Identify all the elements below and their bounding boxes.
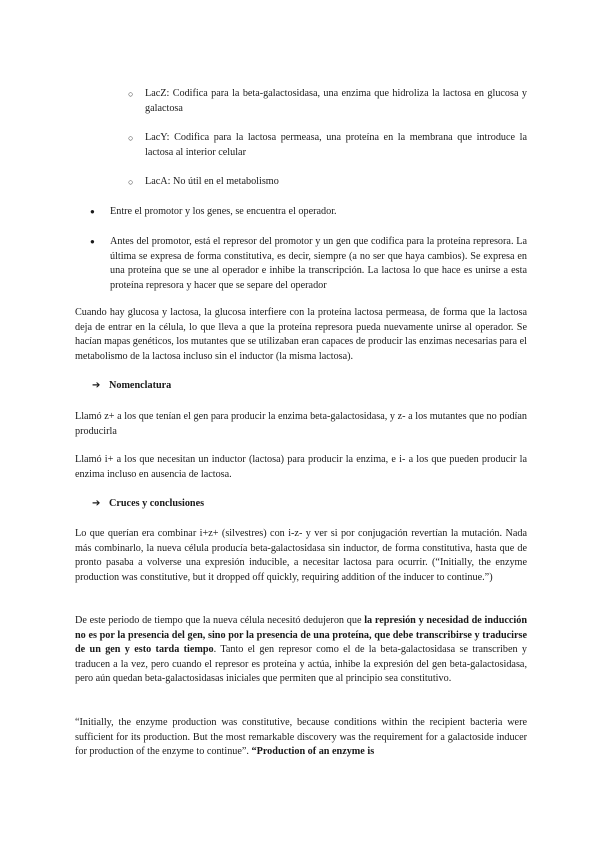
paragraph-periodo [75,614,527,687]
paragraph-z: Llamó z+ a los que tenían el gen para producir la enzima beta-galactosidasa, y z- a los mutantes que no podían producirla [75,411,527,437]
right-arrow-icon: ➔ [92,498,101,509]
bullet-item-operador [90,205,527,220]
sub-list-item-text: LacY: Codifica para la lactosa permeasa, una proteína en la membrana que introduce la lactosa al interior celular [145,132,527,158]
hollow-circle-bullet-icon: ○ [128,133,134,143]
paragraph-periodo-bold: la represión y necesidad de inducción no es por la presencia del gen, sino por la presencia de una proteína, que debe transcribirse y traducirse de un gen y esto tarda tiempo [75,615,527,656]
filled-bullet-icon: ● [90,237,95,246]
paragraph-quote-bold: “Production of an enzyme is [251,746,375,758]
bullet-item-text: Entre el promotor y los genes, se encuentra el operador. [110,206,337,217]
bullet-item-text: Antes del promotor, está el represor del promotor y un gen que codifica para la proteína represora. La última se expresa de forma constitutiva, es decir, siempre (a no ser que haya cambios). Se expresa en una proteína que se une al operador e inhibe la transcripción. La lactosa lo que hace es unirse a esta proteína represora y hacer que se separe del operador [110,236,527,291]
section-heading-label: Cruces y conclusiones [109,498,205,509]
hollow-circle-bullet-icon: ○ [128,177,134,187]
section-heading-label: Nomenclatura [109,380,172,391]
sub-list-item-text: LacZ: Codifica para la beta-galactosidasa, una enzima que hidroliza la lactosa en glucosa y galactosa [145,88,527,114]
sub-list-item-text: LacA: No útil en el metabolismo [145,176,279,187]
sub-list-item-lacy [128,131,527,160]
paragraph-i: Llamó i+ a los que necesitan un inductor (lactosa) para producir la enzima, e i- a los que pueden producir la enzima incluso en ausencia de lactosa. [75,454,527,480]
right-arrow-icon: ➔ [92,380,101,391]
filled-bullet-icon: ● [90,207,95,216]
bullet-item-represor [90,235,527,293]
hollow-circle-bullet-icon: ○ [128,89,134,99]
paragraph-combinar: Lo que querían era combinar i+z+ (silvestres) con i-z- y ver si por conjugación revertían la mutación. Nada más combinarlo, la nueva célula producía beta-galactosidasa sin inductor, de forma constitutiva, hasta que de pronto pasaba a volverse una expresión inducible, a necesitar lactosa para ocurrir. (“Initially, the enzyme production was constitutive, but it dropped off quickly, requiring addition of the inducer to continue.”) [75,528,527,583]
sub-list-item-lacz [128,87,527,116]
section-heading-nomenclatura [92,379,171,394]
paragraph-quote [75,716,527,760]
section-heading-cruces [92,497,204,512]
paragraph-periodo-rest: . Tanto el gen represor como el de la beta-galactosidasa se transcriben y traducen a la vez, pero cuando el represor es proteína y actúa, inhibe la expresión del gen beta-galactosidasa, pero aún quedan beta-galactosidasas iniciales que permiten que al principio sea constitutivo. [75,644,528,685]
sub-list-item-laca [128,175,527,190]
paragraph-quote-text: “Initially, the enzyme production was constitutive, because conditions within the recipient bacteria were sufficient for its production. But the most remarkable discovery was the requirement for a galactoside inducer for production of the enzyme to continue”. [75,717,527,758]
paragraph-glucosa: Cuando hay glucosa y lactosa, la glucosa interfiere con la proteína lactosa permeasa, de forma que la lactosa deja de entrar en la célula, lo que lleva a que la proteína represora pueda nuevamente unirse al operador. Se hacían mapas genéticos, los mutantes que se utilizaban eran capaces de producir las enzimas necesarias para el metabolismo de la lactosa incluso sin el inductor (la misma lactosa). [75,307,527,362]
paragraph-periodo-intro: De este periodo de tiempo que la nueva célula necesitó dedujeron que [75,615,365,626]
